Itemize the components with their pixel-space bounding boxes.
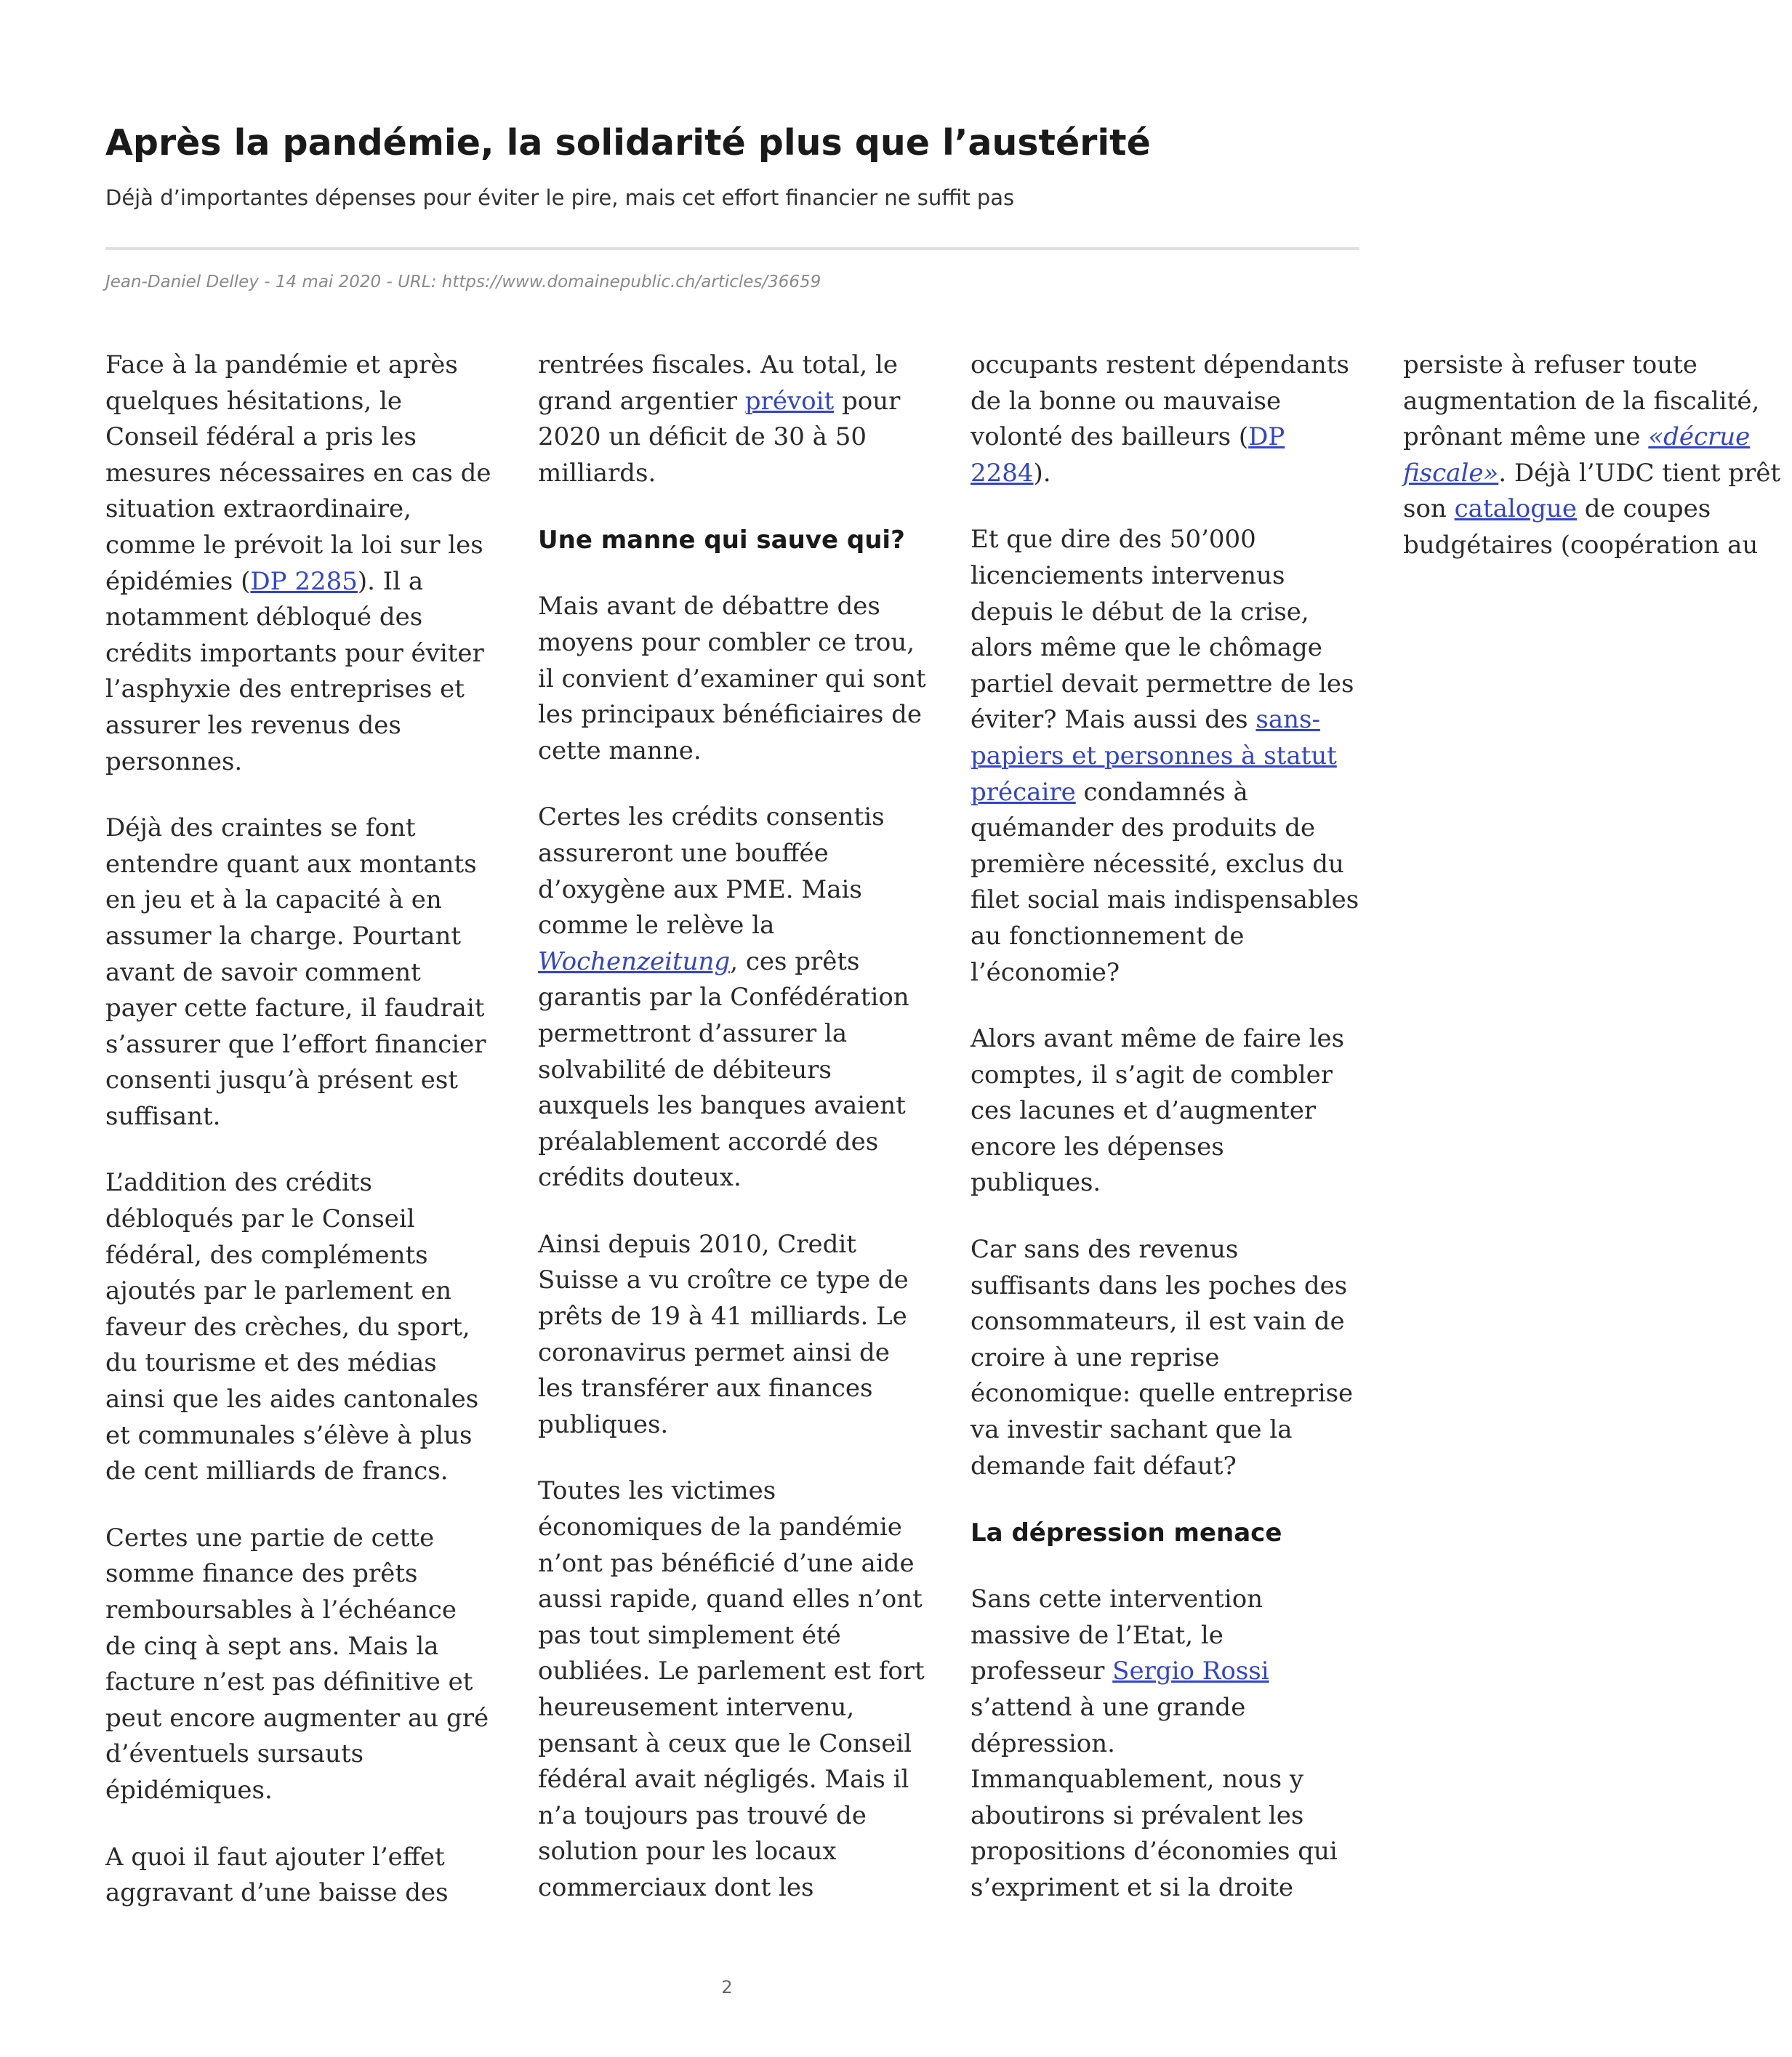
link-wochenzeitung[interactable]: Wochenzeitung xyxy=(538,946,731,976)
text-span: Certes les crédits consentis assureront une bouffée d’oxygène aux PME. Mais comme le relève la xyxy=(538,802,885,941)
text-span: A quoi il faut ajouter l’effet aggravant d’une baisse des rentrées fiscales. Au total, le grand argentier xyxy=(105,350,898,1908)
link-prevoit[interactable]: prévoit xyxy=(744,386,835,416)
paragraph: Mais avant de débattre des moyens pour combler ce trou, il convient d’examiner qui sont les principaux bénéficiaires de cette manne. xyxy=(538,592,926,765)
text-span: pour 2020 un déficit de 30 à 50 milliards. xyxy=(538,386,901,488)
text-span: . Déjà l’UDC tient prêt son xyxy=(1403,458,1781,524)
article-subtitle: Déjà d’importantes dépenses pour éviter le pire, mais cet effort financier ne suffit pas xyxy=(105,185,1015,210)
paragraph: L’addition des crédits débloqués par le Conseil fédéral, des compléments ajoutés par le parlement en faveur des crèches, du sport, du tourisme et des médias ainsi que les aides cantonales et communales s’élève à plus de cent milliards de francs. xyxy=(105,1168,479,1486)
paragraph: Car sans des revenus suffisants dans les poches des consommateurs, il est vain de croire à une reprise économique: quelle entreprise va investir sachant que la demande fait défaut? xyxy=(971,1235,1354,1481)
text-span: ). Il a notamment débloqué des crédits importants pour éviter l’asphyxie des entreprises et assurer les revenus des personnes. xyxy=(105,566,484,776)
paragraph xyxy=(105,347,494,780)
section-heading: La dépression menace xyxy=(971,1518,1282,1548)
section-heading: Une manne qui sauve qui? xyxy=(538,526,905,555)
text-span: Et que dire des 50’000 licenciements intervenus depuis le début de la crise, alors même que le chômage partiel devait permettre de les éviter? Mais aussi des xyxy=(971,525,1354,735)
text-span: ). xyxy=(1033,458,1051,488)
text-span: Sans cette intervention massive de l’Etat, le professeur xyxy=(971,1585,1263,1686)
link-decrue-fiscale[interactable]: «décrue fiscale» xyxy=(1403,422,1751,488)
paragraph xyxy=(971,522,1359,991)
paragraph: Certes une partie de cette somme finance des prêts remboursables à l’échéance de cinq à sept ans. Mais la facture n’est pas définitive et peut encore augmenter au gré d’éventuels sursauts épidémiques. xyxy=(105,1523,489,1805)
text-span: condamnés à quémander des produits de première nécessité, exclus du filet social mais indispensables au fonctionnement de l’économie? xyxy=(971,777,1359,987)
link-sergio-rossi[interactable]: Sergio Rossi xyxy=(1112,1657,1269,1686)
link-sans-papiers[interactable]: sans-papiers et personnes à statut précaire xyxy=(971,705,1337,807)
text-span: , ces prêts garantis par la Confédération permettront d’assurer la solvabilité de débiteurs auxquels les banques avaient préalablement accordé des crédits douteux. xyxy=(538,946,909,1193)
article-body xyxy=(105,347,1781,1939)
header-divider xyxy=(105,247,1359,250)
link-catalogue[interactable]: catalogue xyxy=(1454,494,1577,524)
link-dp-2285[interactable]: DP 2285 xyxy=(250,566,358,596)
article-byline: Jean-Daniel Delley - 14 mai 2020 - URL: https://www.domainepublic.ch/articles/36659 xyxy=(105,273,821,291)
paragraph: Déjà des craintes se font entendre quant aux montants en jeu et à la capacité à en assumer la charge. Pourtant avant de savoir comment payer cette facture, il faudrait s’assurer que l’effort financier consenti jusqu’à présent est suffisant. xyxy=(105,813,486,1131)
page-number: 2 xyxy=(721,1977,733,1997)
paragraph: Alors avant même de faire les comptes, il s’agit de combler ces lacunes et d’augmenter encore les dépenses publiques. xyxy=(971,1024,1345,1198)
paragraph: Ainsi depuis 2010, Credit Suisse a vu croître ce type de prêts de 19 à 41 milliards. Le coronavirus permet ainsi de les transférer aux finances publiques. xyxy=(538,1229,909,1439)
text-span: Face à la pandémie et après quelques hésitations, le Conseil fédéral a pris les mesures nécessaires en cas de situation extraordinaire, comme le prévoit la loi sur les épidémies ( xyxy=(105,350,491,596)
article-title: Après la pandémie, la solidarité plus que l’austérité xyxy=(105,122,1151,164)
text-span: Toutes les victimes économiques de la pandémie n’ont pas bénéficié d’une aide aussi rapide, quand elles n’ont pas tout simplement été oubliées. Le parlement est fort heureusement intervenu, pensant à ceux que le Conseil fédéral avait négligés. Mais il n’a toujours pas trouvé de solution pour les locaux commerciaux dont les occupants restent dépendants de la bonne ou mauvaise volonté des bailleurs ( xyxy=(538,350,1349,1902)
text-span: de coupes budgétaires (coopération au xyxy=(1403,494,1759,560)
text-span: s’attend à une grande dépression. Immanquablement, nous y aboutirons si prévalent les propositions d’économies qui s’expriment et si la droite persiste à refuser toute augmentation de la fiscalité, prônant même une xyxy=(971,350,1760,1902)
paragraph xyxy=(538,800,927,1196)
link-dp-2284[interactable]: DP 2284 xyxy=(971,422,1285,488)
